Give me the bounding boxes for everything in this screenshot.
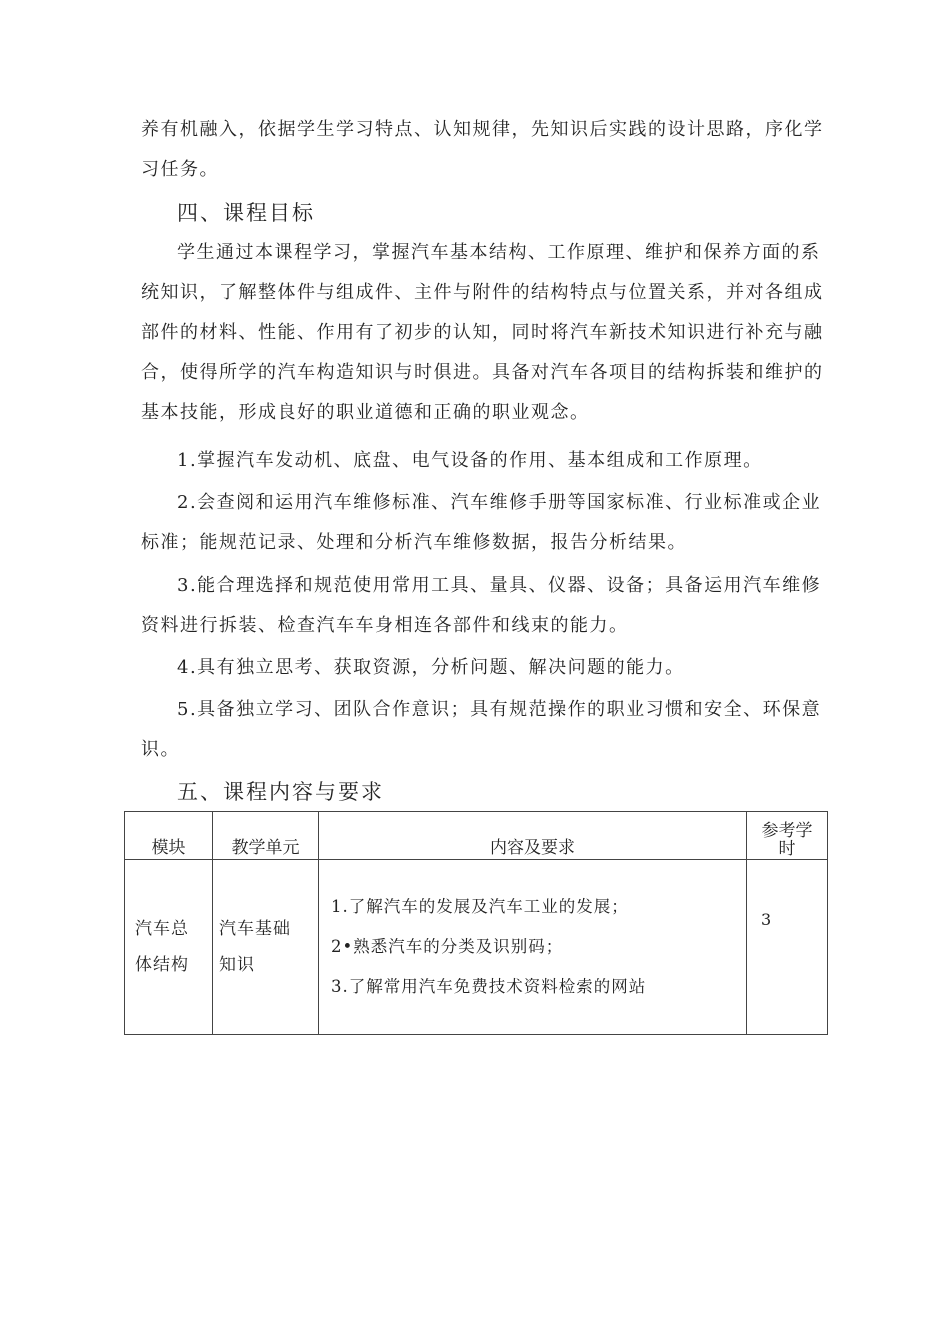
header-hours-line: 时 [778,839,796,859]
content-item: 1.了解汽车的发展及汽车工业的发展； [331,897,629,916]
goal-item-1 [141,441,829,481]
content-item: 2•熟悉汽车的分类及识别码； [331,937,564,956]
text-line: 5.具备独立学习、团队合作意识；具有规范操作的职业习惯和安全、环保意 [177,699,822,720]
text-line: 识。 [141,739,180,760]
cell-module [125,860,213,1035]
table-header-row [125,812,828,860]
cell-hours: 3 [747,860,828,1035]
cell-text-line: 汽车基础 [219,919,291,939]
goal-item-2 [141,483,829,563]
cell-teaching-unit [213,860,319,1035]
text-line: 4.具有独立思考、获取资源，分析问题、解决问题的能力。 [177,657,685,678]
table-row [125,860,828,1035]
text-line: 统知识，了解整体件与组成件、主件与附件的结构特点与位置关系，并对各组成 [141,282,824,303]
text-line: 资料进行拆装、检查汽车车身相连各部件和线束的能力。 [141,615,629,636]
goal-item-4 [141,648,829,688]
cell-content [319,860,747,1035]
text-line: 习任务。 [141,159,219,180]
section-heading-goals: 四、课程目标 [177,201,315,225]
header-module: 模块 [125,812,213,860]
goal-item-3 [141,566,829,646]
text-line: 标准；能规范记录、处理和分析汽车维修数据，报告分析结果。 [141,532,687,553]
cell-text-line: 体结构 [135,955,189,975]
text-line: 部件的材料、性能、作用有了初步的认知，同时将汽车新技术知识进行补充与融 [141,322,824,343]
goals-paragraph [141,233,829,433]
section-heading-content: 五、课程内容与要求 [177,780,384,804]
cell-text-line: 汽车总 [135,919,189,939]
header-content: 内容及要求 [319,812,747,860]
text-line: 合，使得所学的汽车构造知识与时俱进。具备对汽车各项目的结构拆装和维护的 [141,362,824,383]
text-line: 1.掌握汽车发动机、底盘、电气设备的作用、基本组成和工作原理。 [177,450,763,471]
header-reference-hours [747,812,828,860]
course-content-table [124,811,828,1035]
intro-paragraph [141,110,829,190]
goal-item-5 [141,690,829,770]
text-line: 2.会查阅和运用汽车维修标准、汽车维修手册等国家标准、行业标准或企业 [177,492,822,513]
header-hours-line: 参考学 [761,821,813,841]
text-line: 3.能合理选择和规范使用常用工具、量具、仪器、设备；具备运用汽车维修 [177,575,822,596]
content-item: 3.了解常用汽车免费技术资料检索的网站 [331,977,647,996]
header-teaching-unit: 教学单元 [213,812,319,860]
text-line: 基本技能，形成良好的职业道德和正确的职业观念。 [141,402,590,423]
text-line: 养有机融入，依据学生学习特点、认知规律，先知识后实践的设计思路，序化学 [141,119,824,140]
text-line: 学生通过本课程学习，掌握汽车基本结构、工作原理、维护和保养方面的系 [177,242,821,263]
cell-text-line: 知识 [219,955,255,975]
